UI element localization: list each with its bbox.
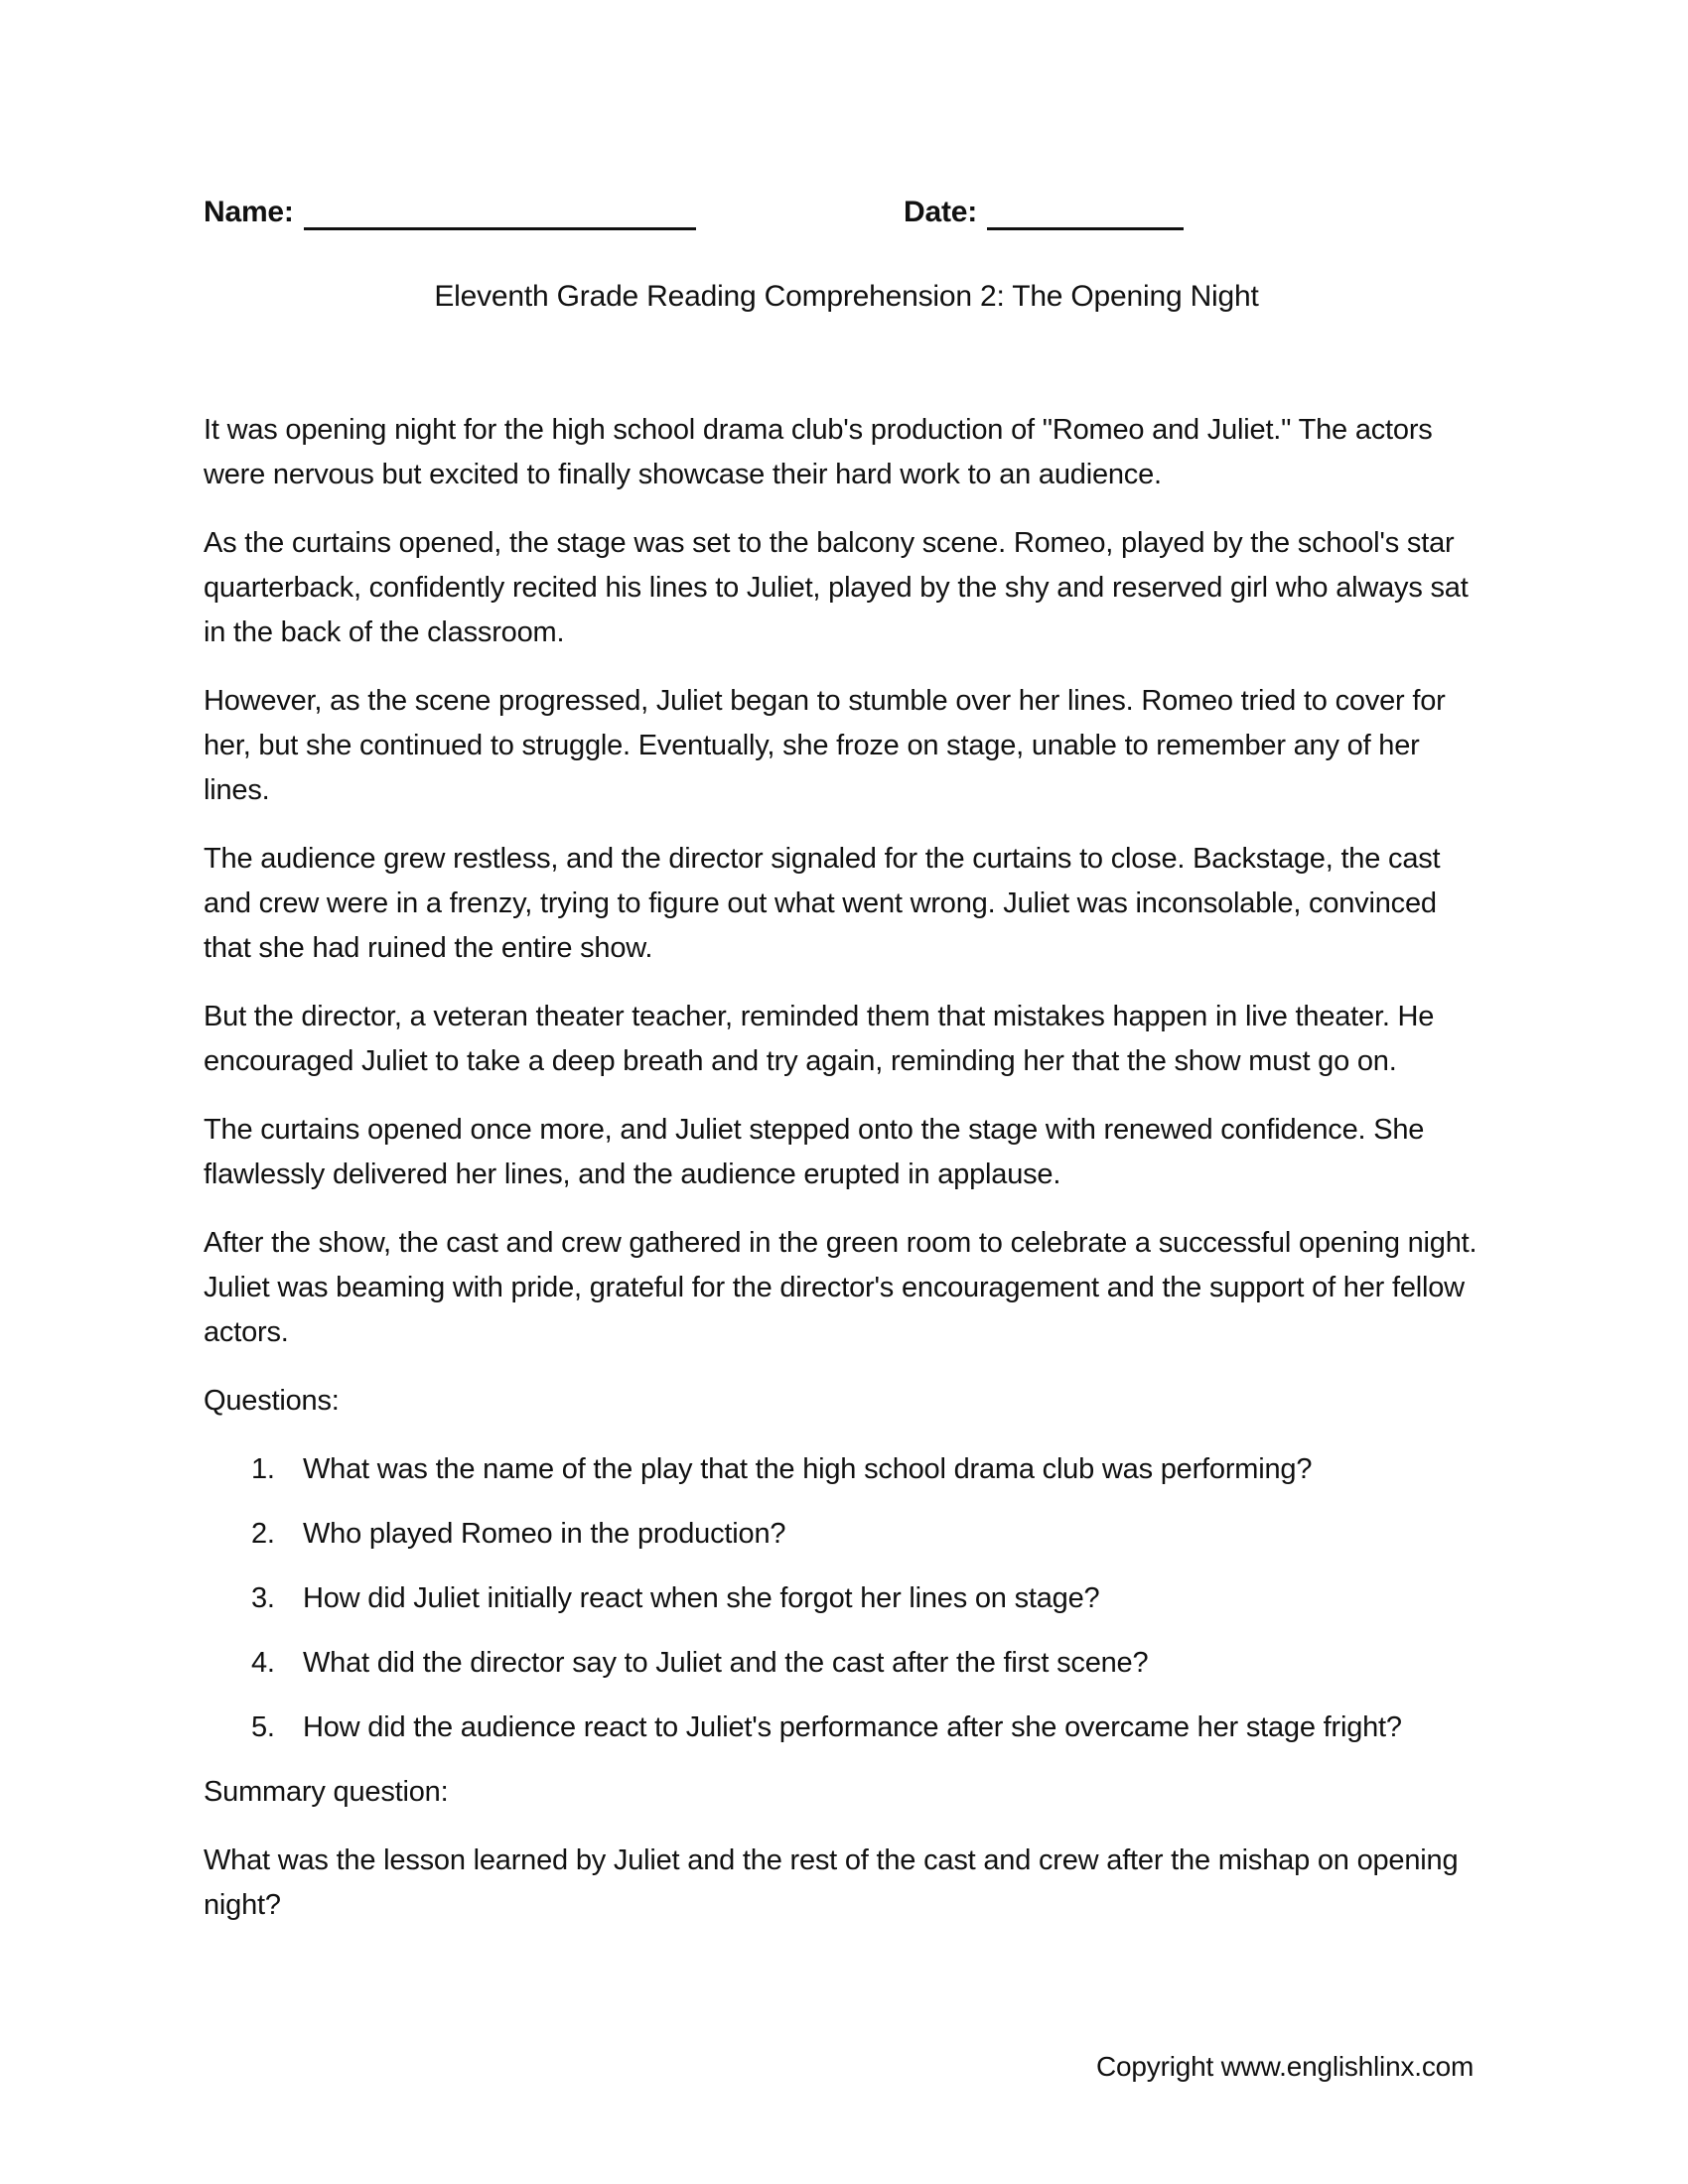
question-item [204,1706,1489,1750]
story-paragraph: The curtains opened once more, and Juliet stepped onto the stage with renewed confidence. She flawlessly delivered her lines, and the audience erupted in applause. [204,1114,1425,1190]
page-title: Eleventh Grade Reading Comprehension 2: The Opening Night [434,280,1259,313]
questions-list [204,1447,1489,1750]
summary-question-heading: Summary question: [204,1776,449,1808]
question-item [204,1447,1489,1492]
name-label: Name: [204,196,294,228]
story-paragraph: As the curtains opened, the stage was set to the balcony scene. Romeo, played by the school's star quarterback, confidently recited his lines to Juliet, played by the shy and reserved girl who always sat in the back of the classroom. [204,527,1469,648]
name-field-group [204,195,696,230]
question-text: Who played Romeo in the production? [303,1518,786,1550]
story-paragraph: However, as the scene progressed, Juliet began to stumble over her lines. Romeo tried to cover for her, but she continued to struggle. Eventually, she froze on stage, unable to remember any of her lines. [204,685,1446,806]
question-text: What did the director say to Juliet and the cast after the first scene? [303,1647,1149,1679]
question-item [204,1512,1489,1557]
worksheet-content [204,195,1489,1952]
name-write-line [304,198,696,230]
question-number: 4. [251,1647,275,1679]
copyright-notice: Copyright www.englishlinx.com [1096,2051,1475,2082]
story-passage [204,408,1489,1355]
question-text: What was the name of the play that the high school drama club was performing? [303,1453,1313,1485]
date-label: Date: [904,196,978,228]
question-text: How did Juliet initially react when she forgot her lines on stage? [303,1582,1100,1614]
question-number: 5. [251,1711,275,1743]
story-paragraph: It was opening night for the high school drama club's production of "Romeo and Juliet." The actors were nervous but excited to finally showcase their hard work to an audience. [204,414,1433,490]
question-item [204,1641,1489,1686]
question-number: 2. [251,1518,275,1550]
date-write-line [987,198,1184,230]
question-item [204,1576,1489,1621]
story-paragraph: But the director, a veteran theater teacher, reminded them that mistakes happen in live theater. He encouraged Juliet to take a deep breath and try again, reminding her that the show must go on. [204,1001,1435,1077]
story-paragraph: The audience grew restless, and the director signaled for the curtains to close. Backstage, the cast and crew were in a frenzy, trying to figure out what went wrong. Juliet was inconsolable, convinced that she had ruined the entire show. [204,843,1441,964]
date-field-group [904,195,1184,230]
question-number: 3. [251,1582,275,1614]
story-paragraph: After the show, the cast and crew gathered in the green room to celebrate a successful opening night. Juliet was beaming with pride, grateful for the director's encouragement and the support of her fellow actors. [204,1227,1477,1348]
summary-question-text: What was the lesson learned by Juliet and the rest of the cast and crew after the mishap on opening night? [204,1844,1459,1921]
questions-heading: Questions: [204,1385,340,1417]
question-number: 1. [251,1453,275,1485]
name-date-header [204,195,1489,234]
question-text: How did the audience react to Juliet's performance after she overcame her stage fright? [303,1711,1402,1743]
